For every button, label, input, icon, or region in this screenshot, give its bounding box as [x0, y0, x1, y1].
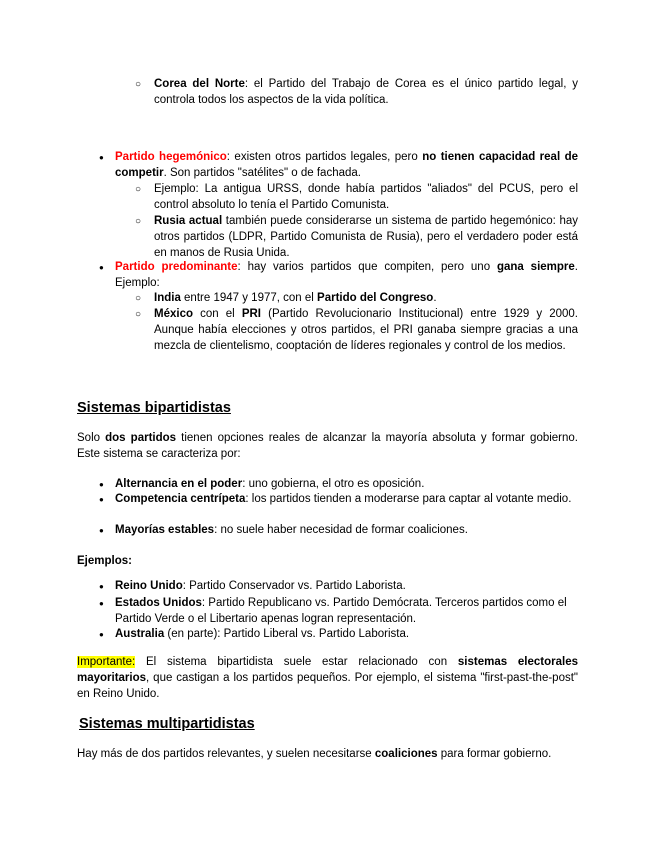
- list-item-mexico: [154, 306, 578, 354]
- list-item-urss: [154, 181, 578, 213]
- bip-intro-t2: tienen opciones reales de alcanzar la mayoría absoluta y formar gobierno. Este sistema se caracteriza por:: [77, 432, 578, 460]
- list-item-india: [154, 290, 578, 306]
- mexico-bold2: PRI: [241, 308, 261, 320]
- disc-bullet-icon: [99, 578, 104, 595]
- multipartidistas-intro: [77, 746, 578, 762]
- multi-intro-bold: coaliciones: [374, 748, 438, 760]
- india-t1: entre 1947 y 1977, con el: [180, 292, 318, 304]
- rusia-label: Rusia actual: [154, 215, 223, 227]
- disc-bullet-icon: [99, 522, 104, 539]
- list-item-hegemonico: [115, 149, 578, 181]
- importante-label: Importante:: [77, 656, 136, 668]
- bip-intro-bold: dos partidos: [105, 432, 177, 444]
- mexico-label: México: [154, 308, 193, 320]
- hegemonico-t1: : existen otros partidos legales, pero: [226, 151, 423, 163]
- example-text: : Partido Republicano vs. Partido Demócrata. Terceros partidos como el Partido Verde o el Libertario apenas logran representación.: [115, 597, 567, 625]
- hegemonico-bold: no tienen capacidad real de competir: [115, 151, 579, 179]
- note-t1: El sistema bipartidista suele estar relacionado con: [135, 656, 458, 668]
- list-item-rusia: [154, 213, 578, 261]
- disc-bullet-icon: [99, 491, 104, 508]
- circle-bullet-icon: [135, 290, 141, 307]
- bip-intro-t1: Solo: [77, 432, 106, 444]
- section-heading-multipartidistas: Sistemas multipartidistas: [79, 716, 255, 732]
- corea-text: : el Partido del Trabajo de Corea es el único partido legal, y controla todos los aspectos de la vida política.: [154, 78, 578, 106]
- section-heading-bipartidistas: Sistemas bipartidistas: [77, 400, 231, 416]
- feature-text: : no suele haber necesidad de formar coaliciones.: [214, 524, 468, 536]
- rusia-text: también puede considerarse un sistema de partido hegemónico: hay otros partidos (LDPR, Partido Comunista de Rusia), pero el verdadero poder está en manos de Rusia Unida.: [154, 215, 578, 259]
- circle-bullet-icon: [135, 213, 141, 230]
- mexico-t2: (Partido Revolucionario Institucional) entre 1929 y 2000. Aunque había elecciones y otros partidos, el PRI ganaba siempre gracias a una mezcla de clientelismo, cooptación de líderes regionales y control de los medios.: [154, 308, 578, 352]
- predominante-bold: gana siempre: [496, 261, 575, 273]
- bipartidistas-intro: [77, 430, 578, 462]
- circle-bullet-icon: [135, 306, 141, 323]
- disc-bullet-icon: [99, 259, 104, 276]
- predominante-t2: . Ejemplo:: [115, 261, 578, 289]
- example-label: Australia: [115, 628, 165, 640]
- india-bold2: Partido del Congreso: [317, 292, 434, 304]
- disc-bullet-icon: [99, 149, 104, 166]
- predominante-term: Partido predominante: [115, 261, 238, 273]
- feature-text: : los partidos tienden a moderarse para captar al votante medio.: [245, 493, 572, 505]
- example-label: Estados Unidos: [115, 597, 202, 609]
- urss-text: Ejemplo: La antigua URSS, donde había partidos "aliados" del PCUS, pero el control absoluto lo tenía el Partido Comunista.: [154, 183, 578, 211]
- feature-item: [115, 476, 578, 492]
- list-item-corea: [154, 76, 578, 108]
- note-t2: , que castigan a los partidos pequeños. Por ejemplo, el sistema "first-past-the-post" en Reino Unido.: [77, 672, 578, 700]
- hegemonico-t2: . Son partidos "satélites" o de fachada.: [163, 167, 361, 179]
- example-label: Reino Unido: [115, 580, 183, 592]
- predominante-t1: : hay varios partidos que compiten, pero uno: [237, 261, 497, 273]
- corea-label: Corea del Norte: [154, 78, 245, 90]
- feature-item: [115, 522, 578, 538]
- hegemonico-term: Partido hegemónico: [115, 151, 227, 163]
- examples-heading: Ejemplos:: [77, 555, 132, 567]
- example-item: [115, 595, 578, 627]
- india-t2: .: [433, 292, 437, 304]
- feature-label: Competencia centrípeta: [115, 493, 246, 505]
- circle-bullet-icon: [135, 181, 141, 198]
- example-text: (en parte): Partido Liberal vs. Partido Laborista.: [164, 628, 410, 640]
- multi-intro-t1: Hay más de dos partidos relevantes, y suelen necesitarse: [77, 748, 375, 760]
- india-label: India: [154, 292, 181, 304]
- importante-note: [77, 654, 578, 702]
- disc-bullet-icon: [99, 595, 104, 612]
- circle-bullet-icon: [135, 76, 141, 93]
- mexico-t1: con el: [193, 308, 242, 320]
- multi-intro-t2: para formar gobierno.: [437, 748, 552, 760]
- note-bold: sistemas electorales mayoritarios: [77, 656, 578, 684]
- feature-item: [115, 491, 578, 507]
- example-item: [115, 578, 578, 594]
- example-item: [115, 626, 578, 642]
- example-text: : Partido Conservador vs. Partido Laborista.: [182, 580, 406, 592]
- list-item-predominante: [115, 259, 578, 291]
- feature-label: Alternancia en el poder: [115, 478, 243, 490]
- feature-label: Mayorías estables: [115, 524, 215, 536]
- feature-text: : uno gobierna, el otro es oposición.: [242, 478, 425, 490]
- disc-bullet-icon: [99, 626, 104, 643]
